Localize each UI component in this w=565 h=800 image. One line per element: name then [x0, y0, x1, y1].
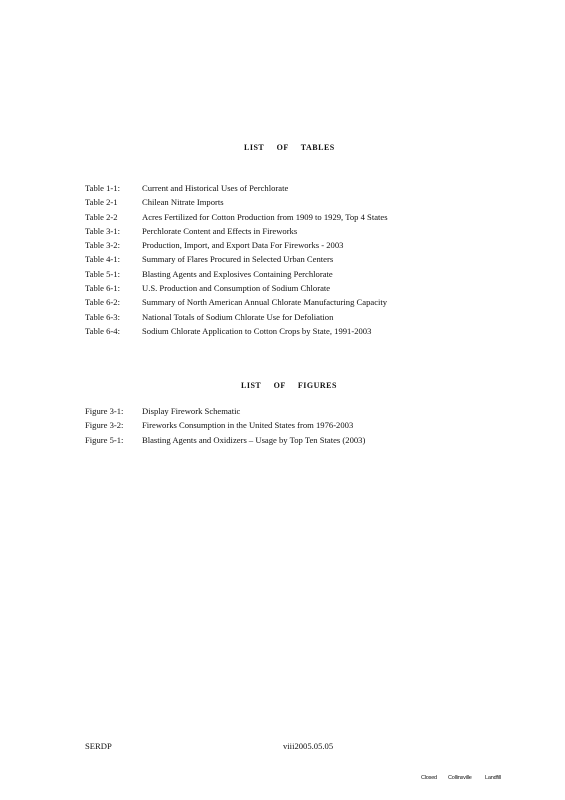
list-item: [85, 195, 388, 209]
item-title: U.S. Production and Consumption of Sodium Chlorate: [142, 283, 331, 294]
item-title: Chilean Nitrate Imports: [142, 197, 224, 208]
item-label: Table 2-1: [85, 197, 118, 208]
item-label: Table 3-2:: [85, 240, 120, 251]
item-label: Figure 3-1:: [85, 406, 124, 416]
item-label: Table 1-1:: [85, 183, 120, 193]
footer-page-number: viii2005.05.05: [283, 741, 334, 751]
figures-heading: LIST OF FIGURES: [241, 381, 337, 390]
item-title: Production, Import, and Export Data For Fireworks - 2003: [142, 240, 344, 251]
list-item: [85, 418, 365, 432]
list-item: [85, 181, 388, 195]
stamp-word: Closed: [421, 775, 437, 781]
item-label: Table 2-2: [85, 211, 118, 222]
list-item: [85, 224, 388, 238]
item-title: Sodium Chlorate Application to Cotton Crops by State, 1991-2003: [142, 325, 372, 336]
stamp-word: Landfill: [485, 775, 501, 781]
figures-list: [85, 404, 365, 447]
list-item: [85, 210, 388, 224]
item-label: Table 6-4:: [85, 325, 120, 336]
item-label: Table 4-1:: [85, 254, 120, 265]
item-label: Figure 5-1:: [85, 434, 124, 445]
item-title: National Totals of Sodium Chlorate Use for Defoliation: [142, 311, 334, 322]
list-item: [85, 433, 365, 447]
item-title: Blasting Agents and Oxidizers – Usage by Top Ten States (2003): [142, 434, 366, 445]
item-label: Table 3-1:: [85, 225, 120, 236]
item-title: Fireworks Consumption in the United States from 1976-2003: [142, 420, 354, 431]
item-label: Figure 3-2:: [85, 420, 124, 431]
item-label: Table 6-3:: [85, 311, 120, 322]
list-item: [85, 252, 388, 266]
list-item: [85, 404, 365, 418]
item-title: Acres Fertilized for Cotton Production from 1909 to 1929, Top 4 States: [142, 211, 388, 222]
stamp-word: Collinsville: [448, 775, 472, 781]
item-title: Summary of North American Annual Chlorate Manufacturing Capacity: [142, 297, 388, 308]
item-label: Table 6-2:: [85, 297, 120, 308]
list-item: [85, 267, 388, 281]
list-item: [85, 295, 388, 309]
item-title: Perchlorate Content and Effects in Fireworks: [142, 225, 298, 236]
item-title: Blasting Agents and Explosives Containing Perchlorate: [142, 268, 333, 279]
item-label: Table 5-1:: [85, 268, 120, 279]
tables-list: [85, 181, 388, 338]
item-label: Table 6-1:: [85, 283, 120, 294]
footer-left-text: SERDP: [85, 741, 112, 751]
item-title: Summary of Flares Procured in Selected Urban Centers: [142, 254, 334, 265]
list-item: [85, 310, 388, 324]
item-title: Current and Historical Uses of Perchlorate: [142, 183, 289, 193]
list-item: [85, 324, 388, 338]
list-item: [85, 238, 388, 252]
item-title: Display Firework Schematic: [142, 406, 241, 416]
list-item: [85, 281, 388, 295]
tables-heading: LIST OF TABLES: [244, 143, 335, 152]
